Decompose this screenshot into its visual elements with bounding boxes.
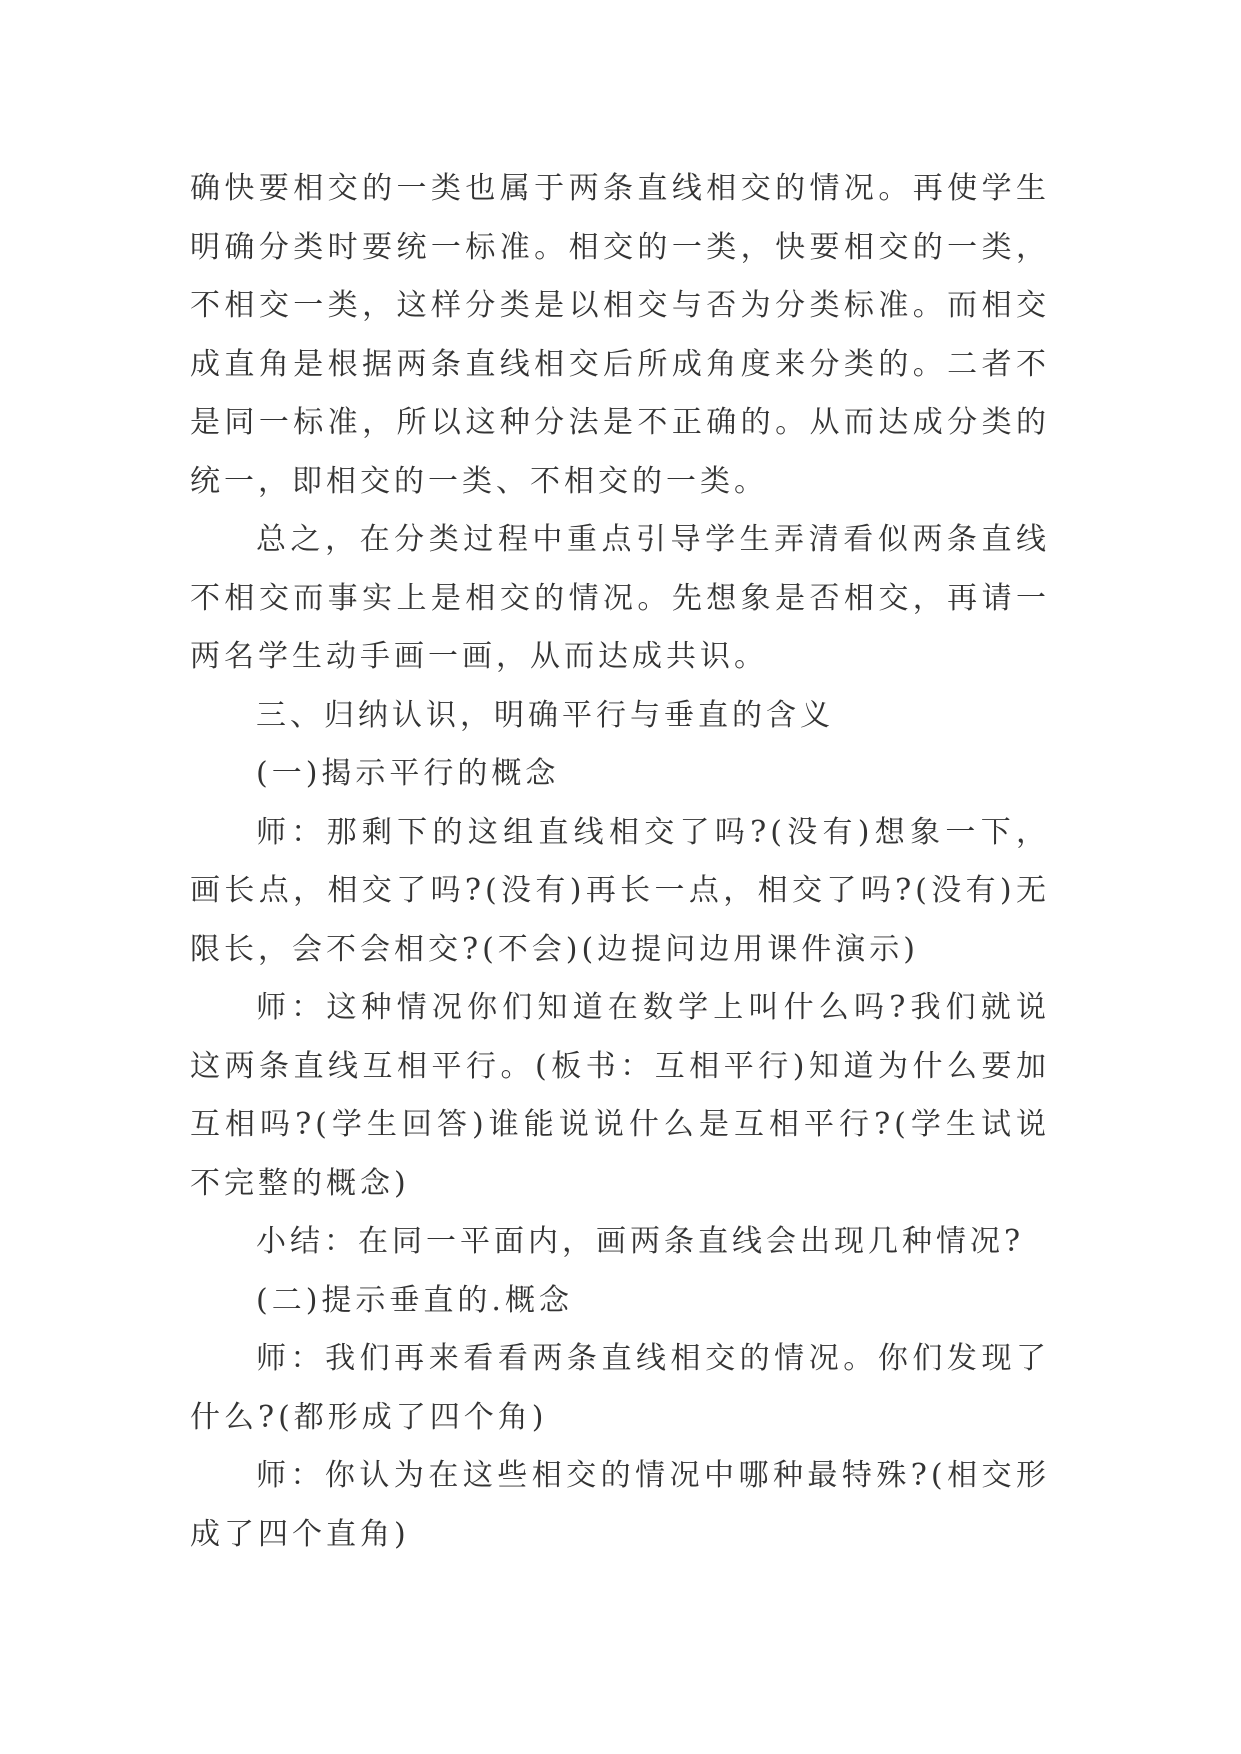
- paragraph-teacher-1: 师：那剩下的这组直线相交了吗?(没有)想象一下，画长点，相交了吗?(没有)再长一点，相交了吗?(没有)无限长，会不会相交?(不会)(边提问边用课件演示): [190, 814, 1050, 967]
- section-heading-3: 三、归纳认识，明确平行与垂直的含义: [256, 697, 834, 733]
- paragraph-teacher-3: 师：我们再来看看两条直线相交的情况。你们发现了什么?(都形成了四个角): [190, 1341, 1050, 1435]
- document-body: [190, 160, 1050, 1564]
- subsection-heading-parallel: (一)揭示平行的概念: [256, 756, 560, 791]
- paragraph-teacher-4: 师：你认为在这些相交的情况中哪种最特殊?(相交形成了四个直角): [190, 1458, 1050, 1552]
- paragraph-2: 总之，在分类过程中重点引导学生弄清看似两条直线不相交而事实上是相交的情况。先想象是否相交，再请一两名学生动手画一画，从而达成共识。: [190, 522, 1050, 674]
- paragraph-teacher-2: 师：这种情况你们知道在数学上叫什么吗?我们就说这两条直线互相平行。(板书：互相平行)知道为什么要加互相吗?(学生回答)谁能说说什么是互相平行?(学生试说不完整的概念): [190, 990, 1050, 1201]
- subsection-heading-perpendicular: (二)提示垂直的.概念: [256, 1282, 573, 1318]
- paragraph-summary: 小结：在同一平面内，画两条直线会出现几种情况?: [256, 1224, 1025, 1259]
- paragraph-1: 确快要相交的一类也属于两条直线相交的情况。再使学生明确分类时要统一标准。相交的一类，快要相交的一类，不相交一类，这样分类是以相交与否为分类标准。而相交成直角是根据两条直线相交后所成角度来分类的。二者不是同一标准，所以这种分法是不正确的。从而达成分类的统一，即相交的一类、不相交的一类。: [190, 171, 1050, 499]
